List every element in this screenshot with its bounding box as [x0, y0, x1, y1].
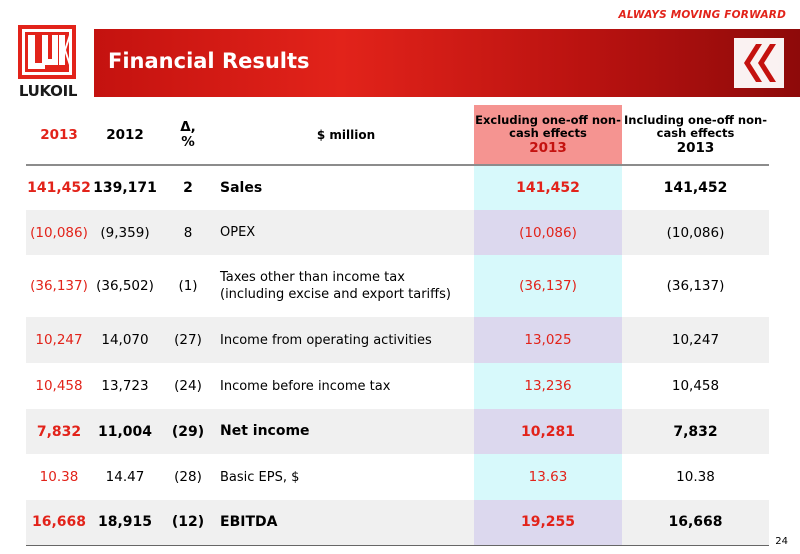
cell-excluding: 13.63 [474, 454, 622, 500]
cell-2013: 16,668 [26, 500, 92, 545]
header-including [622, 105, 769, 165]
table-row [26, 409, 769, 454]
tagline: ALWAYS MOVING FORWARD [618, 9, 786, 21]
table-row [26, 210, 769, 255]
cell-2012: 18,915 [92, 500, 158, 545]
cell-excluding: (36,137) [474, 255, 622, 317]
header-including-label: Including one-off non-cash effects [624, 113, 767, 140]
cell-including: 141,452 [622, 165, 769, 210]
cell-including: (10,086) [622, 210, 769, 255]
header-including-year: 2013 [676, 140, 715, 156]
table-row [26, 454, 769, 500]
cell-delta: (29) [158, 409, 218, 454]
lukoil-logo [10, 22, 86, 102]
header-excluding-label: Excluding one-off non-cash effects [475, 113, 621, 140]
lukoil-logo-icon [18, 25, 76, 79]
cell-label: Basic EPS, $ [218, 454, 474, 500]
cell-2012: 13,723 [92, 363, 158, 409]
cell-2012: (9,359) [92, 210, 158, 255]
chevrons-icon [734, 38, 784, 88]
cell-including: 16,668 [622, 500, 769, 545]
financial-results-table [26, 105, 769, 546]
cell-2012: 11,004 [92, 409, 158, 454]
header-delta: Δ, % [158, 105, 218, 165]
logo-text: LUKOIL [18, 82, 78, 100]
cell-excluding: 141,452 [474, 165, 622, 210]
cell-including: 7,832 [622, 409, 769, 454]
header-excluding-year: 2013 [529, 140, 567, 156]
cell-including: 10,458 [622, 363, 769, 409]
cell-label: Sales [218, 165, 474, 210]
cell-2013: 10.38 [26, 454, 92, 500]
cell-label: Taxes other than income tax (including excise and export tariffs) [218, 255, 474, 317]
cell-2012: (36,502) [92, 255, 158, 317]
cell-2012: 14,070 [92, 317, 158, 363]
table-header-row [26, 105, 769, 165]
cell-excluding: (10,086) [474, 210, 622, 255]
cell-2013: (10,086) [26, 210, 92, 255]
cell-including: (36,137) [622, 255, 769, 317]
cell-2012: 139,171 [92, 165, 158, 210]
cell-excluding: 19,255 [474, 500, 622, 545]
table-row [26, 317, 769, 363]
cell-excluding: 10,281 [474, 409, 622, 454]
cell-label: EBITDA [218, 500, 474, 545]
cell-label: Net income [218, 409, 474, 454]
cell-2012: 14.47 [92, 454, 158, 500]
cell-2013: (36,137) [26, 255, 92, 317]
cell-including: 10.38 [622, 454, 769, 500]
cell-delta: (1) [158, 255, 218, 317]
page-title: Financial Results [108, 49, 310, 73]
cell-2013: 10,247 [26, 317, 92, 363]
cell-label: Income before income tax [218, 363, 474, 409]
cell-label: OPEX [218, 210, 474, 255]
cell-delta: 8 [158, 210, 218, 255]
cell-delta: (12) [158, 500, 218, 545]
table-row [26, 165, 769, 210]
cell-delta: 2 [158, 165, 218, 210]
title-banner [94, 29, 800, 97]
table-row [26, 500, 769, 545]
table-row [26, 255, 769, 317]
table-row [26, 363, 769, 409]
cell-delta: (24) [158, 363, 218, 409]
cell-excluding: 13,025 [474, 317, 622, 363]
header-2012: 2012 [92, 105, 158, 165]
page-number: 24 [775, 536, 788, 547]
cell-delta: (28) [158, 454, 218, 500]
header-metric: $ million [218, 105, 474, 165]
cell-2013: 10,458 [26, 363, 92, 409]
header-excluding [474, 105, 622, 165]
header-2013: 2013 [26, 105, 92, 165]
cell-2013: 7,832 [26, 409, 92, 454]
cell-including: 10,247 [622, 317, 769, 363]
cell-2013: 141,452 [26, 165, 92, 210]
cell-label: Income from operating activities [218, 317, 474, 363]
cell-excluding: 13,236 [474, 363, 622, 409]
cell-delta: (27) [158, 317, 218, 363]
